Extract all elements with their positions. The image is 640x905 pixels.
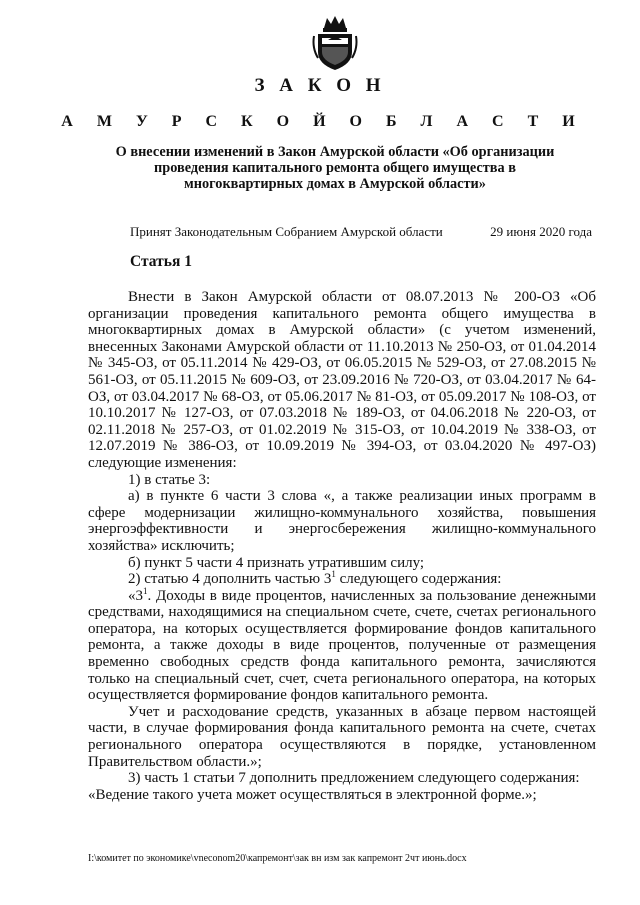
quote-text: . Доходы в виде процентов, начисленных за пользование денежными средствами, находящимися на специальном счете, счете, счетах регионального оператора, на которых осуществляется формирование фондов капитального ремонта, а также доходы в виде процентов, полученные от размещения временно свободных средств фонда капитального ремонта, зачисляются только на специальный счет, счет, счета регионального оператора, на которых осуществляется формирование фондов капитального ремонта.	[88, 587, 596, 704]
quote-number: «3	[128, 587, 143, 604]
adoption-date: 29 июня 2020 года	[490, 224, 592, 239]
item-2-text: 2) статью 4 дополнить частью 3	[128, 571, 332, 588]
quote-paragraph-1	[88, 585, 596, 704]
item-2-superscript: 1	[331, 569, 336, 580]
law-title: З А К О Н	[254, 75, 386, 96]
item-2	[88, 571, 596, 588]
file-path-footer: I:\комитет по экономике\vneconom20\капремонт\зак вн изм зак капремонт 2чт июнь.docx	[88, 853, 467, 864]
item-1: 1) в статье 3:	[128, 471, 211, 488]
item-2-text-end: следующего содержания:	[335, 571, 502, 588]
coat-of-arms-emblem	[310, 14, 360, 72]
quote-paragraph-2: Учет и расходование средств, указанных в абзаце первом настоящей части, в случае формирования фонда капитального ремонта на счете, счетах регионального оператора осуществляются в порядке, установленном Правительством области.»;	[88, 703, 596, 770]
item-1b: б) пункт 5 части 4 признать утратившим силу;	[128, 554, 425, 571]
article-heading: Статья 1	[130, 253, 192, 270]
region-title: А М У Р С К О Й О Б Л А С Т И	[61, 113, 579, 130]
law-subject: О внесении изменений в Закон Амурской области «Об организации проведения капитального ремонта общего имущества в многоквартирных домах в Амурской области»	[115, 144, 555, 192]
adoption-text: Принят Законодательным Собранием Амурской области	[130, 224, 443, 239]
paragraph-amendments-intro: Внести в Закон Амурской области от 08.07.2013 № 200-ОЗ «Об организации проведения капитального ремонта общего имущества в многоквартирных домах в Амурской области» (с учетом изменений, внесенных Законами Амурской области от 11.10.2013 № 250-ОЗ, от 01.04.2014 № 345-ОЗ, от 05.11.2014 № 429-ОЗ, от 06.05.2015 № 529-ОЗ, от 27.08.2015 № 561-ОЗ, от 05.11.2015 № 609-ОЗ, от 23.09.2016 № 720-ОЗ, от 03.04.2017 № 64-ОЗ, от 03.04.2017 № 68-ОЗ, от 05.06.2017 № 81-ОЗ, от 05.09.2017 № 108-ОЗ, от 10.10.2017 № 127-ОЗ, от 07.03.2018 № 189-ОЗ, от 04.06.2018 № 220-ОЗ, от 02.11.2018 № 257-ОЗ, от 01.02.2019 № 315-ОЗ, от 10.04.2019 № 338-ОЗ, от 12.07.2019 № 386-ОЗ, от 10.09.2019 № 394-ОЗ, от 03.04.2020 № 497-ОЗ) следующие изменения:	[88, 289, 596, 471]
item-1a: а) в пункте 6 части 3 слова «, а также реализации иных программ в сфере модернизации жилищно-коммунального хозяйства, повышения энергоэффективности и энергосбережения жилищно-коммунального хозяйства» исключить;	[88, 488, 596, 554]
adoption-line	[130, 224, 592, 240]
article-body	[88, 289, 596, 803]
quote-superscript: 1	[143, 585, 148, 596]
item-3-quote: «Ведение такого учета может осуществляться в электронной форме.»;	[88, 786, 537, 803]
item-3: 3) часть 1 статьи 7 дополнить предложением следующего содержания:	[128, 770, 580, 787]
